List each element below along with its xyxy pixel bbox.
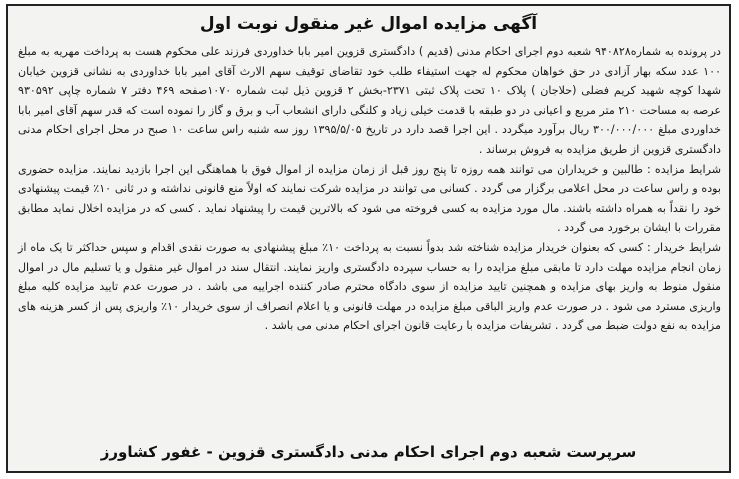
notice-paragraph-auction-conditions: شرایط مزایده : طالبین و خریداران می توانند همه روزه تا پنج روز قبل از زمان مزایده از اموال فوق با هماهنگی این اجرا بازدید نمایند. مزایده حضوری بوده و راس ساعت در محل اعلامی برگزار می گردد . کسانی می توانند در مزایده شرکت نمایند که اولاً منع قانونی نداشته و در ثانی ۱۰٪ قیمت پیشنهادی خود را نقداً به همراه داشته باشند. مال مورد مزایده به کسی فروخته می شود که بالاترین قیمت را پیشنهاد نماید . کسی که در مزایده اخلال نماید مطابق مقررات با ایشان برخورد می گردد . <box>18 162 722 235</box>
notice-paragraph-case: در پرونده به شماره۹۴۰۸۲۸ شعبه دوم اجرای احکام مدنی (قدیم ) دادگستری قزوین امیر بابا خداوردی فرزند علی محکوم هست به پرداخت مهریه به مبلغ ۱۰۰ عدد سکه بهار آزادی در حق خواهان محکوم له جهت استیفاء طلب خود تقاضای توقیف سهم الارث آقای امیر بابا خداوردی به نشانی قزوین خیابان شهدا کوچه شهید کریم فضلی (حلاجان ) پلاک ۱۰ تحت پلاک ثبتی ۲۳۷۱-بخش ۲ قزوین ذیل ثبت شماره ۱۰۷۰صفحه ۴۶۹ دفتر ۷ شماره چاپی ۹۳۰۵۹۲ عرصه به مساحت ۲۱۰ متر مربع و اعیانی در دو طبقه با قدمت خیلی زیاد و کلنگی دارای انشعاب آب و برق و گاز را نموده است که قدر سهم آقای امیر بابا خداوردی مبلغ ۳۰۰/۰۰۰/۰۰۰ ریال برآورد میگردد . این اجرا قصد دارد در تاریخ ۱۳۹۵/۵/۰۵ روز سه شنبه راس ساعت ۱۰ صبح در محل اجرای احکام مدنی دادگستری قزوین از طریق مزایده به فروش برساند . <box>18 45 722 156</box>
notice-title: آگهی مزایده اموال غیر منقول نوبت اول <box>199 14 538 34</box>
auction-notice <box>6 4 731 473</box>
notice-paragraph-buyer-conditions: شرایط خریدار : کسی که بعنوان خریدار مزایده شناخته شد بدواً نسبت به پرداخت ۱۰٪ مبلغ پیشنهادی به صورت نقدی اقدام و سپس حداکثر تا یک ماه از زمان انجام مزایده مهلت دارد تا مابقی مبلغ مزایده را به حساب سپرده دادگستری واریز نمایند. انتقال سند در اموال غیر منقول و یا تسلیم مال در اموال منقول منوط به واریز بهای مزایده و همچنین تایید مزایده از سوی دادگاه محترم صادر کننده اجراییه می باشد . در صورت عدم تایید مزایده کلیه مبلغ واریزی مسترد می شود . در صورت عدم واریز الباقی مبلغ مزایده در مهلت قانونی و یا اعلام انصراف از سوی خریدار ۱۰٪ واریزی پس از کسر هزینه های مزایده به نفع دولت ضبط می گردد . تشریفات مزایده با رعایت قانون اجرای احکام مدنی می باشد . <box>18 240 721 333</box>
notice-body <box>18 42 721 336</box>
notice-signature: سرپرست شعبه دوم اجرای احکام مدنی دادگستری قزوین - غفور کشاورز <box>100 443 637 461</box>
